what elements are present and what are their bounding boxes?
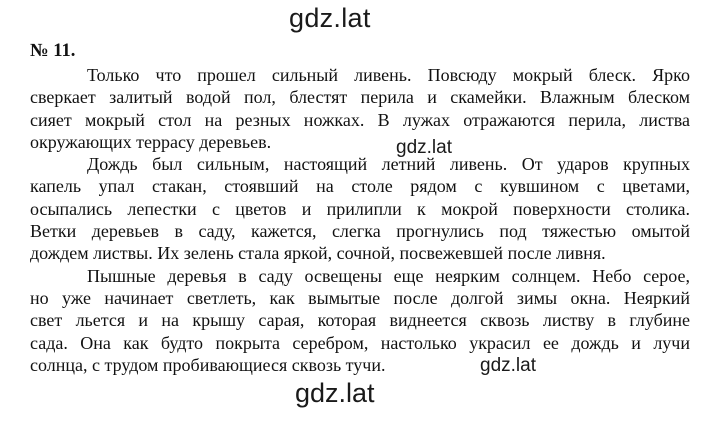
text-line: осыпались лепестки с цветов и прилипли к мокрой поверхности столика. (30, 198, 690, 219)
watermark-top: gdz.lat (289, 3, 371, 33)
exercise-text (30, 40, 690, 376)
watermark-lower: gdz.lat (480, 355, 536, 376)
paragraph-3 (30, 265, 690, 376)
paragraph-2 (30, 153, 690, 264)
exercise-number: № 11. (30, 41, 76, 61)
text-line: окружающих террасу деревьев. (30, 131, 272, 152)
text-line: солнца, с трудом пробивающиеся сквозь тучи. (30, 354, 386, 375)
text-line: сверкает залитый водой пол, блестят перила и скамейки. Влажным блеском (30, 87, 690, 108)
paragraph-1 (30, 64, 690, 153)
text-line: свет льется и на крышу сарая, которая виднеется сквозь листву в глубине (30, 310, 690, 331)
text-line: дождем листвы. Их зелень стала яркой, сочной, посвежевшей после ливня. (30, 243, 606, 264)
text-line: Пышные деревья в саду освещены еще неярким солнцем. Небо серое, (87, 265, 690, 286)
text-line: Только что прошел сильный ливень. Повсюду мокрый блеск. Ярко (87, 65, 690, 85)
text-line: Дождь был сильным, настоящий летний ливень. От ударов крупных (87, 154, 690, 175)
watermark-bottom: gdz.lat (295, 378, 375, 408)
text-line: сада. Она как будто покрыта серебром, настолько украсил ее дождь и лучи (30, 332, 690, 353)
text-line: капель упал стакан, стоявший на столе рядом с кувшином с цветами, (30, 176, 690, 197)
text-line: сияет мокрый стол на резных ножках. В лужах отражаются перила, листва (30, 109, 690, 130)
text-line: но уже начинает светлеть, как вымытые после долгой зимы окна. Неяркий (30, 287, 690, 308)
text-line: Ветки деревьев в саду, кажется, слегка прогнулись под тяжестью омытой (30, 221, 690, 242)
watermark-middle: gdz.lat (396, 137, 452, 158)
